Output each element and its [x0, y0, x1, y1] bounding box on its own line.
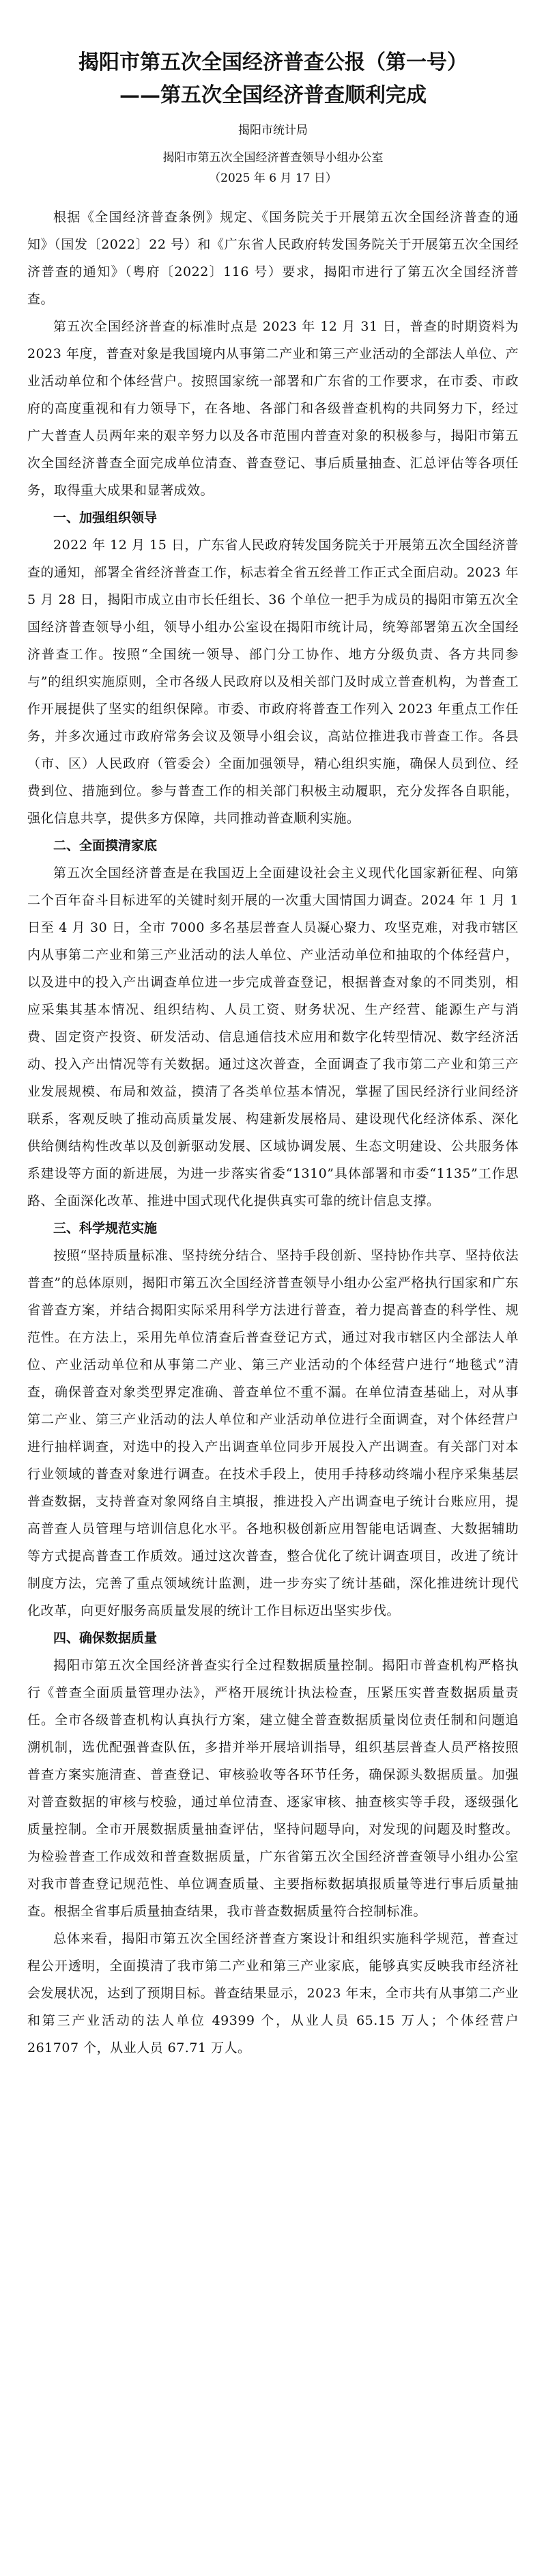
section-heading-organization: 一、加强组织领导: [53, 510, 158, 525]
intro-paragraph-2: 第五次全国经济普查的标准时点是 2023 年 12 月 31 日，普查的时期资料为 2023 年度，普查对象是我国境内从事第二产业和第三产业活动的全部法人单位、产业活动单位和个体经营户。按照国家统一部署和广东省的工作要求，在市委、市政府的高度重视和有力领导下，在各地、各部门和各级普查机构的共同努力下，经过广大普查人员两年来的艰辛努力以及各市范围内普查对象的积极参与，揭阳市第五次全国经济普查全面完成单位清查、普查登记、事后质量抽查、汇总评估等各项任务，取得重大成果和显著成效。: [27, 319, 519, 498]
section-quality-paragraph: 揭阳市第五次全国经济普查实行全过程数据质量控制。揭阳市普查机构严格执行《普查全面质量管理办法》，严格开展统计执法检查，压紧压实普查数据质量责任。全市各级普查机构认真执行方案，建立健全普查数据质量岗位责任制和问题追溯机制，选优配强普查队伍，多措并举开展培训指导，组织基层普查人员严格按照普查方案实施清查、普查登记、审核验收等各环节任务，确保源头数据质量。加强对普查数据的审核与校验，通过单位清查、逐家审核、抽查核实等手段，逐级强化质量控制。全市开展数据质量抽查评估，坚持问题导向，对发现的问题及时整改。为检验普查工作成效和普查数据质量，广东省第五次全国经济普查领导小组办公室对我市普查登记规范性、单位调查质量、主要指标数据填报质量等进行事后质量抽查。根据全省事后质量抽查结果，我市普查数据质量符合控制标准。: [27, 1658, 519, 1919]
document-title-line1: 揭阳市第五次全国经济普查公报（第一号）: [78, 51, 468, 74]
section-heading-implementation: 三、科学规范实施: [53, 1221, 158, 1236]
section-heading-survey: 二、全面摸清家底: [53, 838, 158, 853]
section-heading-quality: 四、确保数据质量: [53, 1631, 158, 1646]
publish-date: （2025 年 6 月 17 日）: [209, 171, 337, 185]
issuer-office: 揭阳市第五次全国经济普查领导小组办公室: [162, 151, 384, 165]
section-survey-paragraph: 第五次全国经济普查是在我国迈上全面建设社会主义现代化国家新征程、向第二个百年奋斗目标进军的关键时刻开展的一次重大国情国力调查。2024 年 1 月 1 日至 4 月 30 日，全市 7000 多名基层普查人员凝心聚力、攻坚克难，对我市辖区内从事第二产业和第三产业活动的法人单位、产业活动单位和抽取的个体经营户，以及进中的投入产出调查单位进一步完成普查登记，根据普查对象的不同类别，相应采集其基本情况、组织结构、人员工资、财务状况、生产经营、能源生产与消费、固定资产投资、研发活动、信息通信技术应用和数字化转型情况、数字经济活动、投入产出情况等有关数据。通过这次普查，全面调查了我市第二产业和第三产业发展规模、布局和效益，摸清了各类单位基本情况，掌握了国民经济行业间经济联系，客观反映了推动高质量发展、构建新发展格局、建设现代化经济体系、深化供给侧结构性改革以及创新驱动发展、区域协调发展、生态文明建设、公共服务体系建设等方面的新进展，为进一步落实省委“1310”具体部署和市委“1135”工作思路、全面深化改革、推进中国式现代化提供真实可靠的统计信息支撑。: [27, 865, 519, 1208]
header-spacer: [27, 189, 519, 204]
section-organization-paragraph: 2022 年 12 月 15 日，广东省人民政府转发国务院关于开展第五次全国经济普查的通知，部署全省经济普查工作，标志着全省五经普工作正式全面启动。2023 年 5 月 28 日，揭阳市成立由市长任组长、36 个单位一把手为成员的揭阳市第五次全国经济普查领导小组，领导小组办公室设在揭阳市统计局，统筹部署第五次全国经济普查工作。按照“全国统一领导、部门分工协作、地方分级负责、各方共同参与”的组织实施原则，全市各级人民政府以及相关部门及时成立普查机构，为普查工作开展提供了坚实的组织保障。市委、市政府将普查工作列入 2023 年重点工作任务，并多次通过市政府常务会议及领导小组会议，高站位推进我市普查工作。各县（市、区）人民政府（管委会）全面加强领导，精心组织实施，确保人员到位、经费到位、措施到位。参与普查工作的相关部门积极主动履职，充分发挥各自职能，强化信息共享，提供多方保障，共同推动普查顺利实施。: [27, 538, 519, 826]
summary-paragraph: 总体来看，揭阳市第五次全国经济普查方案设计和组织实施科学规范，普查过程公开透明，全面摸清了我市第二产业和第三产业家底，能够真实反映我市经济社会发展状况，达到了预期目标。普查结果显示，2023 年末，全市共有从事第二产业和第三产业活动的法人单位 49399 个，从业人员 65.15 万人；个体经营户 261707 个，从业人员 67.71 万人。: [27, 1931, 519, 2055]
issuer-bureau: 揭阳市统计局: [238, 124, 308, 137]
section-implementation-paragraph: 按照“坚持质量标准、坚持统分结合、坚持手段创新、坚持协作共享、坚持依法普查”的总体原则，揭阳市第五次全国经济普查领导小组办公室严格执行国家和广东省普查方案，并结合揭阳实际采用科学方法进行普查，着力提高普查的科学性、规范性。在方法上，采用先单位清查后普查登记方式，通过对我市辖区内全部法人单位、产业活动单位和从事第二产业、第三产业活动的个体经营户进行“地毯式”清查，确保普查对象类型界定准确、普查单位不重不漏。在单位清查基础上，对从事第二产业、第三产业活动的法人单位和产业活动单位进行全面调查，对个体经营户进行抽样调查，对选中的投入产出调查单位同步开展投入产出调查。有关部门对本行业领域的普查对象进行调查。在技术手段上，使用手持移动终端小程序采集基层普查数据，支持普查对象网络自主填报，推进投入产出调查电子统计台账应用，提高普查人员管理与培训信息化水平。各地积极创新应用智能电话调查、大数据辅助等方式提高普查工作质效。通过这次普查，整合优化了统计调查项目，改进了统计制度方法，完善了重点领域统计监测，进一步夯实了统计基础，深化推进统计现代化改革，向更好服务高质量发展的统计工作目标迈出坚实步伐。: [27, 1248, 519, 1618]
document-title-line2: ——第五次全国经济普查顺利完成: [119, 83, 427, 107]
intro-paragraph-1: 根据《全国经济普查条例》规定、《国务院关于开展第五次全国经济普查的通知》（国发〔2022〕22 号）和《广东省人民政府转发国务院关于开展第五次全国经济普查的通知》（粤府〔2022〕116 号）要求，揭阳市进行了第五次全国经济普查。: [27, 210, 519, 307]
